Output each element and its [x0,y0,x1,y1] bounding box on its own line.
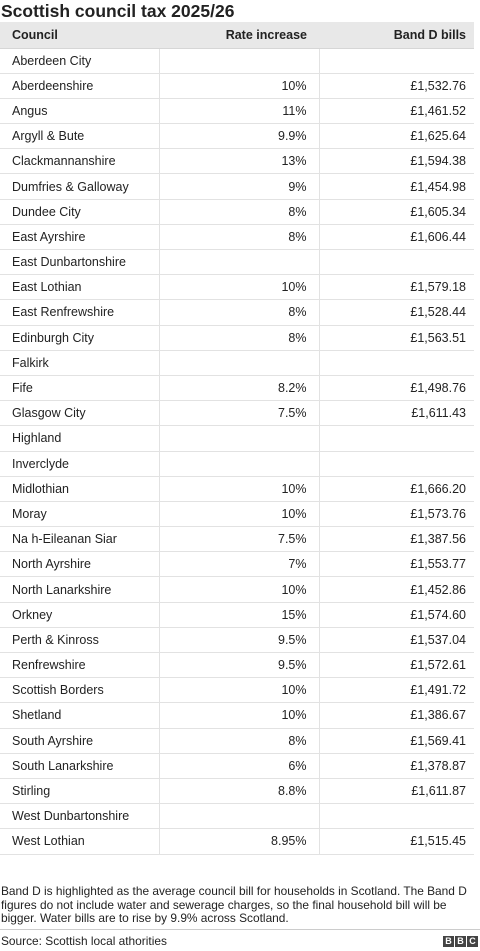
cell-rate-increase: 6% [159,753,319,778]
cell-council: West Lothian [0,829,159,854]
cell-band-d-bill: £1,553.77 [410,557,466,572]
cell-rate-increase: 13% [159,149,319,174]
cell-rate-increase: 8% [159,199,319,224]
cell-rate-increase: 10% [159,703,319,728]
cell-council: Highland [0,426,159,451]
cell-band-d-bill: £1,532.76 [410,78,466,93]
cell-council: East Renfrewshire [0,300,159,325]
cell-band-d-bill [319,426,474,451]
table-row [0,350,474,375]
cell-rate-increase: 7.5% [159,401,319,426]
table-row [0,300,474,325]
cell-band-d-bill: £1,528.44 [410,305,466,320]
table-row [0,325,474,350]
cell-rate-increase [159,426,319,451]
cell-band-d-bill: £1,611.43 [411,406,466,421]
cell-band-d-bill: £1,452.86 [410,582,466,597]
cell-rate-increase: 7% [159,552,319,577]
table-row [0,778,474,803]
table-row [0,174,474,199]
cell-band-d-bill [319,48,474,73]
table-row [0,250,474,275]
cell-council: South Lanarkshire [0,753,159,778]
cell-band-d-bill: £1,537.04 [410,632,466,647]
table-row [0,552,474,577]
table-row [0,653,474,678]
cell-council: Angus [0,98,159,123]
table-row [0,73,474,98]
table-row [0,98,474,123]
cell-band-d-bill: £1,491.72 [410,683,466,698]
footnote: Band D is highlighted as the average council bill for households in Scotland. The Band D figures do not include water and sewerage charges, so the final household bill will be bigger. Water bills are to rise by 9.9% across Scotland. [1,884,467,925]
cell-band-d-bill: £1,378.87 [410,758,466,773]
cell-rate-increase: 8% [159,300,319,325]
cell-band-d-bill: £1,579.18 [410,280,466,295]
table-row [0,199,474,224]
cell-council: Clackmannanshire [0,149,159,174]
table-row [0,124,474,149]
cell-council: Falkirk [0,350,159,375]
cell-council: Shetland [0,703,159,728]
table-row [0,703,474,728]
table-row [0,527,474,552]
logo-letter: B [455,936,466,947]
cell-rate-increase: 8.2% [159,375,319,400]
cell-band-d-bill: £1,594.38 [410,154,466,169]
council-tax-table [0,22,474,855]
cell-band-d-bill: £1,666.20 [410,481,466,496]
table-row [0,48,474,73]
column-header-rate-increase: Rate increase [159,22,319,48]
table-row [0,401,474,426]
cell-rate-increase: 15% [159,602,319,627]
cell-council: Aberdeen City [0,48,159,73]
cell-rate-increase [159,451,319,476]
cell-council: South Ayrshire [0,728,159,753]
cell-council: East Lothian [0,275,159,300]
cell-band-d-bill [319,451,474,476]
cell-council: Aberdeenshire [0,73,159,98]
table-row [0,804,474,829]
cell-band-d-bill: £1,569.41 [410,733,466,748]
cell-band-d-bill: £1,387.56 [410,532,466,547]
cell-rate-increase: 10% [159,476,319,501]
cell-council: Inverclyde [0,451,159,476]
table-row [0,602,474,627]
table-row [0,426,474,451]
cell-rate-increase: 9.5% [159,653,319,678]
cell-council: North Ayrshire [0,552,159,577]
cell-council: Scottish Borders [0,678,159,703]
cell-council: Stirling [0,778,159,803]
cell-rate-increase: 10% [159,577,319,602]
table-row [0,728,474,753]
table-row [0,275,474,300]
cell-council: Edinburgh City [0,325,159,350]
cell-rate-increase [159,804,319,829]
cell-band-d-bill: £1,386.67 [410,708,466,723]
table-row [0,753,474,778]
table-row [0,627,474,652]
cell-rate-increase: 10% [159,73,319,98]
cell-council: East Dunbartonshire [0,250,159,275]
table-header-row [0,22,474,48]
cell-band-d-bill: £1,454.98 [410,179,466,194]
cell-rate-increase [159,350,319,375]
cell-council: Dumfries & Galloway [0,174,159,199]
cell-council: Midlothian [0,476,159,501]
cell-band-d-bill [319,350,474,375]
table-row [0,829,474,854]
cell-rate-increase: 9% [159,174,319,199]
cell-band-d-bill: £1,606.44 [410,229,466,244]
cell-band-d-bill: £1,572.61 [410,658,466,673]
bbc-logo [443,936,478,947]
cell-rate-increase: 8% [159,224,319,249]
table-row [0,476,474,501]
cell-rate-increase: 8% [159,728,319,753]
cell-council: West Dunbartonshire [0,804,159,829]
cell-council: Fife [0,375,159,400]
cell-band-d-bill: £1,605.34 [410,204,466,219]
cell-council: Moray [0,501,159,526]
source-note: Source: Scottish local athorities [1,934,167,948]
cell-rate-increase: 9.5% [159,627,319,652]
cell-council: East Ayrshire [0,224,159,249]
cell-council: Glasgow City [0,401,159,426]
table-row [0,678,474,703]
cell-rate-increase: 8% [159,325,319,350]
cell-rate-increase: 10% [159,501,319,526]
table-row [0,577,474,602]
cell-rate-increase: 10% [159,275,319,300]
cell-band-d-bill: £1,515.45 [410,834,466,849]
cell-band-d-bill: £1,573.76 [410,506,466,521]
cell-rate-increase: 11% [159,98,319,123]
cell-council: Renfrewshire [0,653,159,678]
table-row [0,451,474,476]
cell-council: North Lanarkshire [0,577,159,602]
cell-council: Orkney [0,602,159,627]
table-row [0,224,474,249]
cell-rate-increase [159,250,319,275]
logo-letter: B [443,936,454,947]
table-row [0,501,474,526]
cell-rate-increase: 9.9% [159,124,319,149]
cell-band-d-bill: £1,611.87 [411,784,466,799]
cell-band-d-bill [319,250,474,275]
cell-rate-increase: 8.95% [159,829,319,854]
cell-band-d-bill [319,804,474,829]
logo-letter: C [467,936,478,947]
table-row [0,149,474,174]
table-row [0,375,474,400]
cell-council: Dundee City [0,199,159,224]
table-body [0,48,474,854]
cell-rate-increase: 7.5% [159,527,319,552]
column-header-council: Council [0,22,159,48]
cell-council: Argyll & Bute [0,124,159,149]
cell-band-d-bill: £1,498.76 [410,381,466,396]
cell-band-d-bill: £1,461.52 [410,103,466,118]
cell-band-d-bill: £1,563.51 [410,330,466,345]
footer-divider [0,929,480,930]
cell-rate-increase [159,48,319,73]
cell-band-d-bill: £1,574.60 [410,607,466,622]
cell-rate-increase: 8.8% [159,778,319,803]
cell-council: Perth & Kinross [0,627,159,652]
cell-band-d-bill: £1,625.64 [410,129,466,144]
column-header-band-d-bills: Band D bills [319,22,474,48]
cell-rate-increase: 10% [159,678,319,703]
cell-council: Na h-Eileanan Siar [0,527,159,552]
chart-title: Scottish council tax 2025/26 [1,1,235,21]
